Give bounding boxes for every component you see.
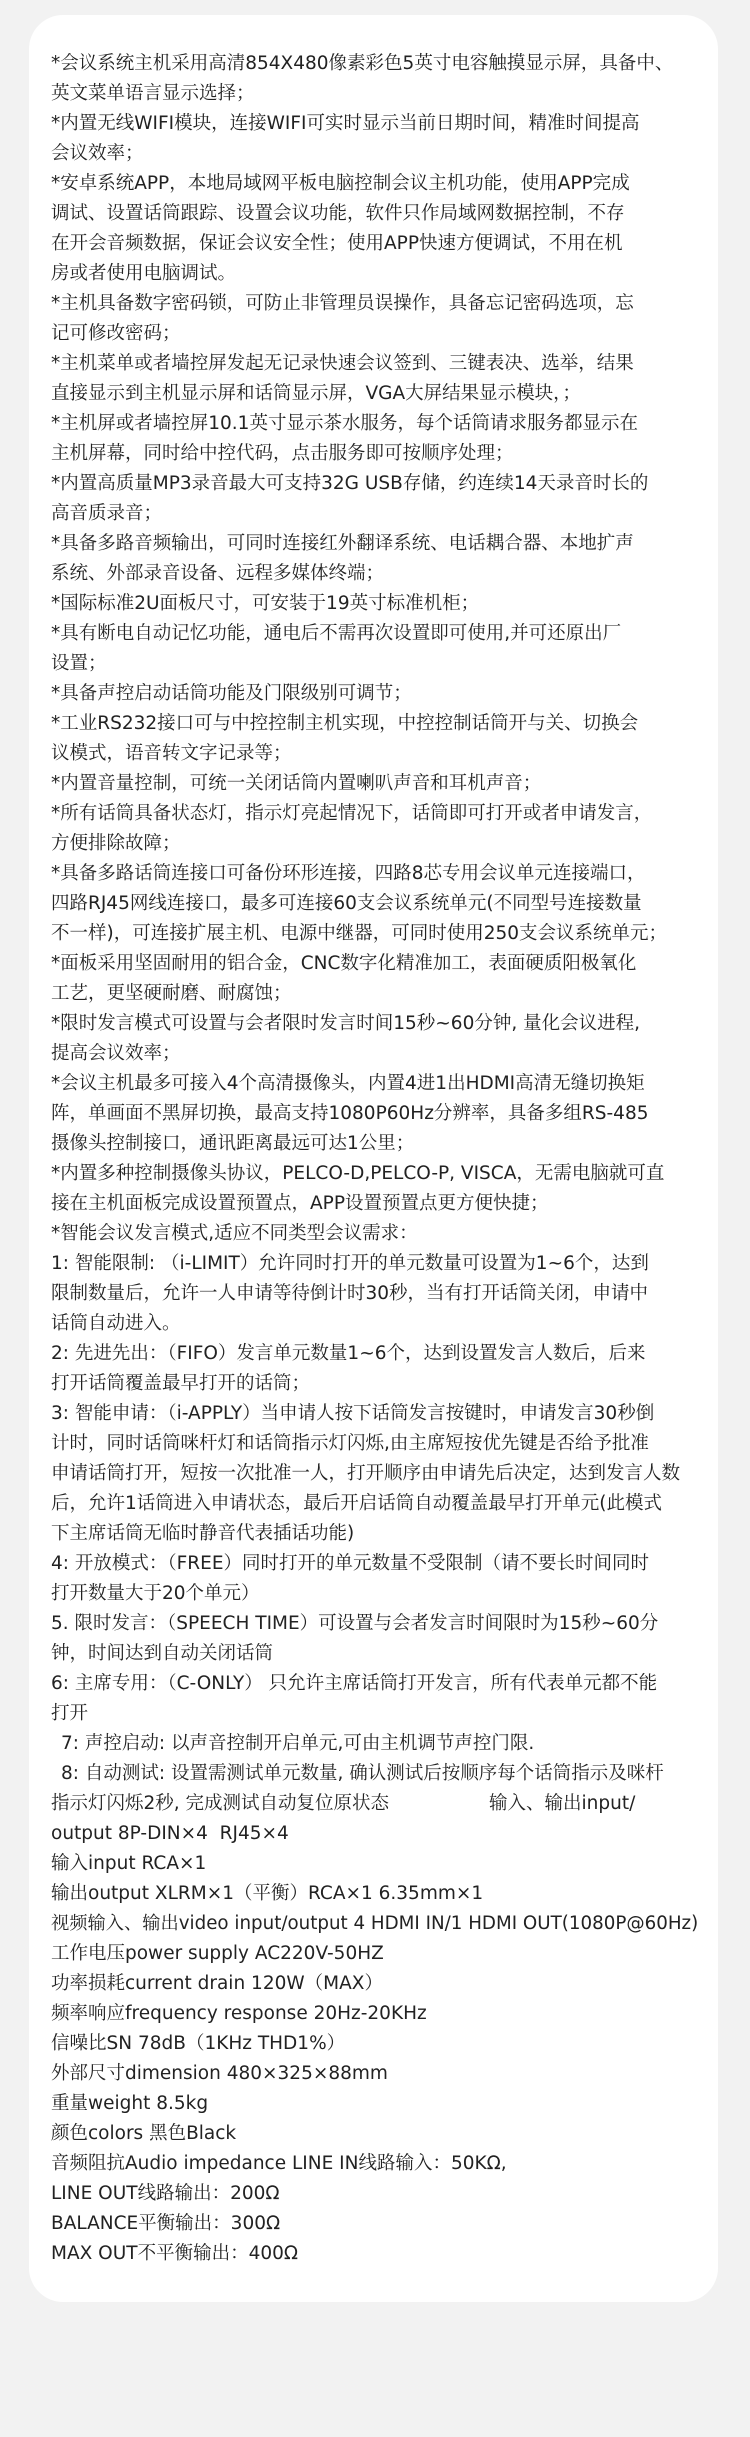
text-line: 视频输入、输出video input/output 4 HDMI IN/1 HDMI OUT(1080P@60Hz) <box>51 1913 698 1934</box>
text-line: *所有话筒具备状态灯，指示灯亮起情况下，话筒即可打开或者申请发言， <box>51 803 653 824</box>
text-line: *具有断电自动记忆功能，通电后不需再次设置即可使用,并可还原出厂 <box>51 623 622 644</box>
text-line: *具备声控启动话筒功能及门限级别可调节； <box>51 683 412 704</box>
text-line: 限制数量后，允许一人申请等待倒计时30秒，当有打开话筒关闭，申请中 <box>51 1283 649 1304</box>
text-line: 提高会议效率； <box>51 1043 181 1064</box>
text-line: 8: 自动测试: 设置需测试单元数量, 确认测试后按顺序每个话筒指示及咪杆 <box>61 1763 664 1784</box>
text-line: 调试、设置话筒跟踪、设置会议功能，软件只作局域网数据控制，不存 <box>51 203 625 224</box>
text-line: 在开会音频数据，保证会议安全性；使用APP快速方便调试，不用在机 <box>51 233 623 254</box>
text-line: 记可修改密码； <box>51 323 181 344</box>
text-line: *会议系统主机采用高清854X480像素彩色5英寸电容触摸显示屏，具备中、 <box>51 53 674 74</box>
text-line: *具备多路话筒连接口可备份环形连接，四路8芯专用会议单元连接端口， <box>51 863 646 884</box>
text-line: 设置； <box>51 653 107 674</box>
text-line: 输出output XLRM×1（平衡）RCA×1 6.35mm×1 <box>51 1883 484 1904</box>
text-line: 4: 开放模式：（FREE）同时打开的单元数量不受限制（请不要长时间同时 <box>51 1553 650 1574</box>
text-line: *内置高质量MP3录音最大可支持32G USB存储，约连续14天录音时长的 <box>51 473 649 494</box>
text-line: *内置音量控制，可统一关闭话筒内置喇叭声音和耳机声音； <box>51 773 542 794</box>
text-line: *国际标准2U面板尺寸，可安装于19英寸标准机柜； <box>51 593 480 614</box>
text-line: 1: 智能限制: （i-LIMIT）允许同时打开的单元数量可设置为1~6个，达到 <box>51 1253 649 1274</box>
text-line: 下主席话筒无临时静音代表插话功能) <box>51 1523 355 1544</box>
spec-document-card <box>29 15 718 2302</box>
text-line: 话筒自动进入。 <box>51 1313 181 1334</box>
text-line: 打开 <box>51 1703 89 1724</box>
text-line: *主机菜单或者墙控屏发起无记录快速会议签到、三键表决、选举，结果 <box>51 353 634 374</box>
text-line: 不一样)，可连接扩展主机、电源中继器，可同时使用250支会议系统单元； <box>51 923 668 944</box>
text-line: *内置多种控制摄像头协议，PELCO-D,PELCO-P, VISCA，无需电脑就可直 <box>51 1163 665 1184</box>
text-line: *安卓系统APP，本地局域网平板电脑控制会议主机功能，使用APP完成 <box>51 173 630 194</box>
text-line: *主机屏或者墙控屏10.1英寸显示茶水服务，每个话筒请求服务都显示在 <box>51 413 638 434</box>
text-line: 外部尺寸dimension 480×325×88mm <box>51 2063 388 2084</box>
text-line: 钟，时间达到自动关闭话筒 <box>51 1643 274 1664</box>
text-line: 工艺，更坚硬耐磨、耐腐蚀； <box>51 983 292 1004</box>
text-line: *会议主机最多可接入4个高清摄像头，内置4进1出HDMI高清无缝切换矩 <box>51 1073 645 1094</box>
text-line: 高音质录音； <box>51 503 163 524</box>
text-line: 音频阻抗Audio impedance LINE IN线路输入：50KΩ, <box>51 2153 507 2174</box>
text-line: 5. 限时发言：（SPEECH TIME）可设置与会者发言时间限时为15秒~60分 <box>51 1613 659 1634</box>
text-line: LINE OUT线路输出：200Ω <box>51 2183 280 2204</box>
text-line: output 8P-DIN×4 RJ45×4 <box>51 1823 289 1844</box>
text-line: 阵，单画面不黑屏切换，最高支持1080P60Hz分辨率，具备多组RS-485 <box>51 1103 649 1124</box>
text-line: 接在主机面板完成设置预置点，APP设置预置点更方便快捷； <box>51 1193 549 1214</box>
text-line: *面板采用坚固耐用的铝合金，CNC数字化精准加工，表面硬质阳极氧化 <box>51 953 637 974</box>
text-line: 工作电压power supply AC220V-50HZ <box>51 1943 384 1964</box>
text-line: 2: 先进先出：（FIFO）发言单元数量1~6个，达到设置发言人数后，后来 <box>51 1343 646 1364</box>
text-line: 输入input RCA×1 <box>51 1853 207 1874</box>
text-line: 方便排除故障； <box>51 833 181 854</box>
text-line: 计时，同时话筒咪杆灯和话筒指示灯闪烁,由主席短按优先键是否给予批准 <box>51 1433 649 1454</box>
text-line: 6: 主席专用：（C-ONLY） 只允许主席话筒打开发言，所有代表单元都不能 <box>51 1673 658 1694</box>
text-line: 重量weight 8.5kg <box>51 2093 209 2114</box>
text-line: *内置无线WIFI模块，连接WIFI可实时显示当前日期时间，精准时间提高 <box>51 113 640 134</box>
text-line: 四路RJ45网线连接口，最多可连接60支会议系统单元(不同型号连接数量 <box>51 893 642 914</box>
text-line: 主机屏幕，同时给中控代码，点击服务即可按顺序处理； <box>51 443 514 464</box>
text-line: 打开数量大于20个单元） <box>51 1583 260 1604</box>
text-line: 英文菜单语言显示选择； <box>51 83 255 104</box>
text-line: 打开话筒覆盖最早打开的话筒； <box>51 1373 311 1394</box>
text-line: BALANCE平衡输出：300Ω <box>51 2213 281 2234</box>
text-line: *具备多路音频输出，可同时连接红外翻译系统、电话耦合器、本地扩声 <box>51 533 634 554</box>
text-line: *主机具备数字密码锁，可防止非管理员误操作，具备忘记密码选项，忘 <box>51 293 634 314</box>
text-line: 申请话筒打开，短按一次批准一人，打开顺序由申请先后决定，达到发言人数 <box>51 1463 681 1484</box>
text-line: 频率响应frequency response 20Hz-20KHz <box>51 2003 427 2024</box>
text-line: 会议效率； <box>51 143 144 164</box>
text-line: 房或者使用电脑调试。 <box>51 263 237 284</box>
text-line: 直接显示到主机显示屏和话筒显示屏，VGA大屏结果显示模块，； <box>51 383 581 404</box>
text-line: 7: 声控启动: 以声音控制开启单元,可由主机调节声控门限. <box>61 1733 535 1754</box>
text-line: *限时发言模式可设置与会者限时发言时间15秒~60分钟, 量化会议进程, <box>51 1013 640 1034</box>
text-line: 3: 智能申请：（i-APPLY）当申请人按下话筒发言按键时，申请发言30秒倒 <box>51 1403 655 1424</box>
text-line: 信噪比SN 78dB（1KHz THD1%） <box>51 2033 346 2054</box>
text-line: *工业RS232接口可与中控控制主机实现，中控控制话筒开与关、切换会 <box>51 713 639 734</box>
text-line: 摄像头控制接口，通讯距离最远可达1公里； <box>51 1133 415 1154</box>
text-line: 系统、外部录音设备、远程多媒体终端； <box>51 563 385 584</box>
text-line: MAX OUT不平衡输出：400Ω <box>51 2243 299 2264</box>
text-line: 功率损耗current drain 120W（MAX） <box>51 1973 383 1994</box>
text-line: 后，允许1话筒进入申请状态，最后开启话筒自动覆盖最早打开单元(此模式 <box>51 1493 662 1514</box>
text-line: 指示灯闪烁2秒, 完成测试自动复位原状态 输入、输出input/ <box>51 1793 636 1814</box>
text-line: 议模式，语音转文字记录等； <box>51 743 292 764</box>
text-line: *智能会议发言模式,适应不同类型会议需求： <box>51 1223 418 1244</box>
text-line: 颜色colors 黑色Black <box>51 2123 237 2144</box>
